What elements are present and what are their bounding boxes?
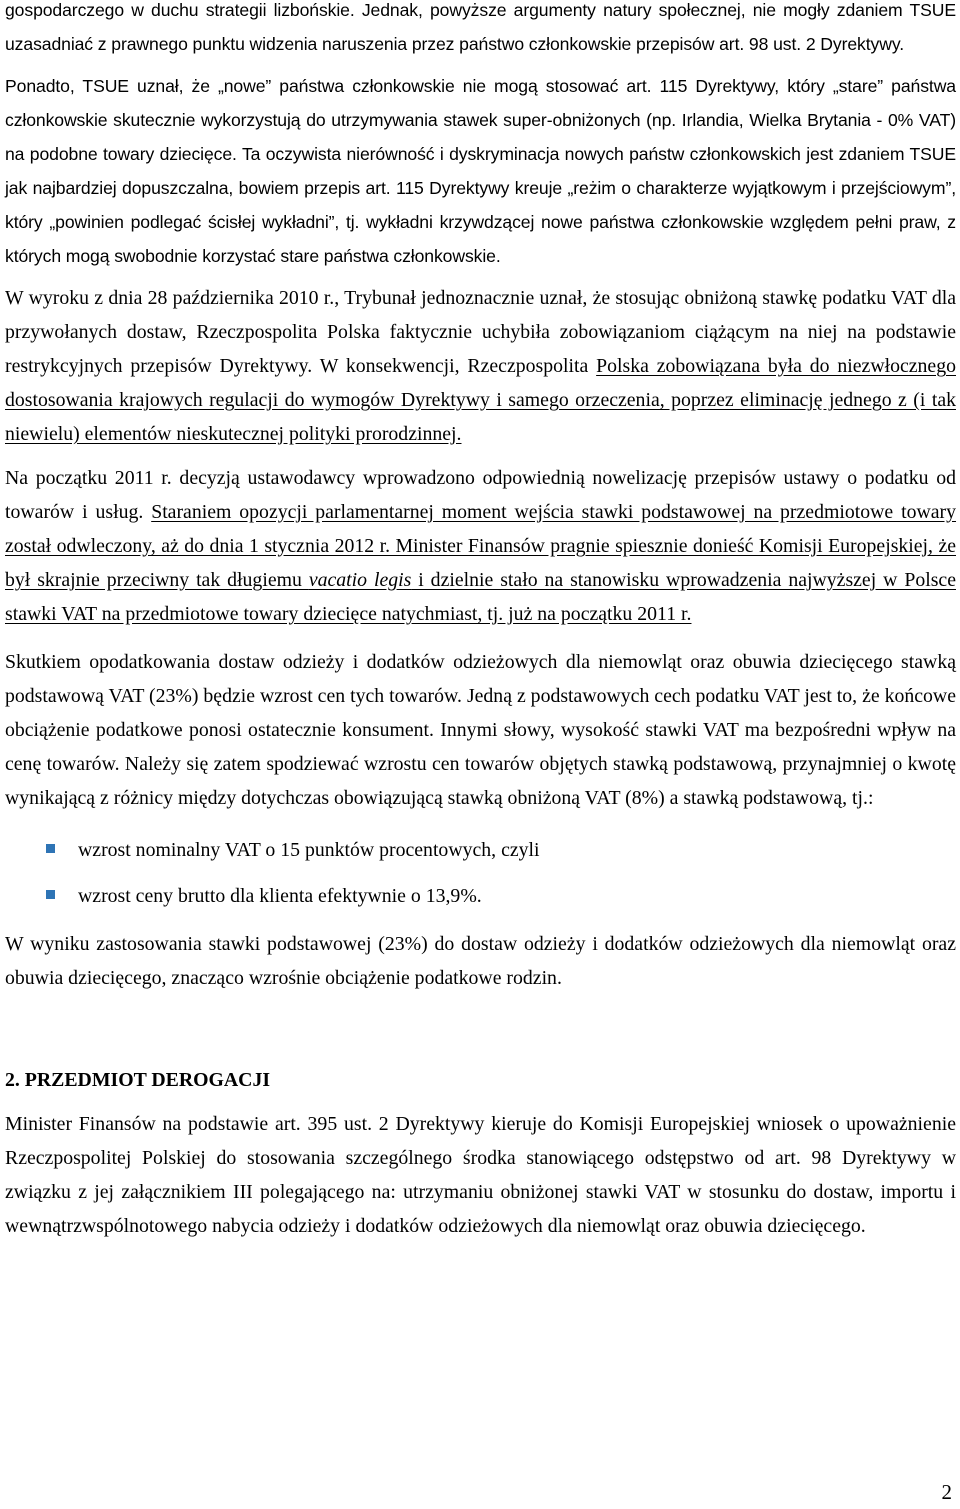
list-item-text: wzrost nominalny VAT o 15 punktów procentowych, czyli	[78, 839, 540, 861]
paragraph-7	[5, 1107, 956, 1243]
paragraph-5	[5, 645, 956, 815]
list-item	[5, 827, 956, 873]
paragraph-2a-text: Ponadto, TSUE uznał, że „nowe” państwa członkowskie nie mogą stosować art. 115 Dyrektywy, który „stare” państwa członkowskie skutecznie wykorzystują do utrzymywania stawek super-obniżonych (np. Irlandia, Wielka Brytania - 0% VAT) na podobne towary dziecięce.	[5, 76, 956, 164]
paragraph-2b-text: Ta oczywista nierówność i dyskryminacja nowych państw członkowskich jest zdaniem TSUE jak najbardziej dopuszczalna, bowiem przepis art. 115 Dyrektywy kreuje „reżim o charakterze wyjątkowym i przejściowym”, który „powinien podlegać ścisłej wykładni”, tj. wykładni krzywdzącej nowe państwa członkowskie względem pełni praw, z których mogą swobodnie korzystać stare państwa członkowskie.	[5, 144, 957, 266]
paragraph-4-text: Na początku 2011 r. decyzją ustawodawcy wprowadzono odpowiednią nowelizację przepisów ustawy o podatku od towarów i usług.	[5, 467, 956, 523]
paragraph-7-text: Minister Finansów na podstawie art. 395 ust. 2 Dyrektywy kieruje do Komisji Europejskiej wniosek o upoważnienie Rzeczpospolitej Polskiej do stosowania szczególnego środka stanowiącego odstępstwo od art. 98 Dyrektywy w związku z jej załącznikiem III polegającego na: utrzymaniu obniżonej stawki VAT w stosunku do dostaw, importu i wewnątrzwspólnotowego nabycia odzieży i dodatków odzieżowych dla niemowląt oraz obuwia dziecięcego.	[5, 1113, 956, 1237]
paragraph-4-underlined-text-1: Staraniem opozycji parlamentarnej moment wejścia stawki podstawowej na przedmiotowe towary został odwleczony, aż do dnia 1 stycznia 2012 r. Minister Finansów pragnie spiesznie donieść Komisji Europejskiej, że był skrajnie przeciwny tak długiemu	[5, 501, 957, 591]
paragraph-3-text: W wyroku z dnia 28 października 2010 r., Trybunał jednoznacznie uznał, że stosując obniżoną stawkę podatku VAT dla przywołanych dostaw, Rzeczpospolita Polska faktycznie uchybiła zobowiązaniom ciążącym na niej na podstawie restrykcyjnych przepisów Dyrektywy. W konsekwencji, Rzeczpospolita	[5, 287, 956, 377]
paragraph-3	[5, 281, 956, 451]
paragraph-1-text: gospodarczego w duchu strategii lizbońskie. Jednak, powyższe argumenty natury społecznej, nie mogły zdaniem TSUE uzasadniać z prawnego punktu widzenia naruszenia przez państwo członkowskie przepisów art. 98 ust. 2 Dyrektywy.	[5, 0, 956, 54]
square-bullet-icon	[46, 844, 55, 853]
bullet-list	[5, 827, 956, 919]
paragraph-1	[5, 0, 956, 61]
paragraph-5-text: Skutkiem opodatkowania dostaw odzieży i dodatków odzieżowych dla niemowląt oraz obuwia dziecięcego stawką podstawową VAT (23%) będzie wzrost cen tych towarów. Jedną z podstawowych cech podatku VAT jest to, że końcowe obciążenie podatkowe ponosi ostatecznie konsument. Innymi słowy, wysokość stawki VAT ma bezpośredni wpływ na cenę towarów. Należy się zatem spodziewać wzrostu cen towarów objętych stawką podstawową, przynajmniej o kwotę wynikającą z różnicy między dotychczas obowiązującą stawką obniżoną VAT (8%) a stawką podstawową, tj.:	[5, 651, 956, 809]
paragraph-4	[5, 461, 956, 631]
paragraph-4-italic-text: vacatio legis	[308, 569, 412, 591]
document-page	[5, 0, 956, 1243]
paragraph-2	[5, 69, 956, 273]
page-number: 2	[941, 1480, 952, 1504]
list-item-text: wzrost ceny brutto dla klienta efektywnie o 13,9%.	[78, 885, 482, 907]
paragraph-6-text: W wyniku zastosowania stawki podstawowej (23%) do dostaw odzieży i dodatków odzieżowych dla niemowląt oraz obuwia dziecięcego, znacząco wzrośnie obciążenie podatkowe rodzin.	[5, 933, 956, 989]
section-heading: 2. PRZEDMIOT DEROGACJI	[5, 1069, 271, 1091]
paragraph-6	[5, 927, 956, 995]
paragraph-4-underlined-text-2: i dzielnie stało na stanowisku wprowadzenia najwyższej w Polsce stawki VAT na przedmiotowe towary dziecięce natychmiast, tj. już na początku 2011 r.	[5, 569, 956, 625]
list-item	[5, 873, 956, 919]
paragraph-3-underlined-text: Polska zobowiązana była do niezwłocznego dostosowania krajowych regulacji do wymogów Dyrektywy i samego orzeczenia, poprzez eliminację jednego z (i tak niewielu) elementów nieskutecznej polityki prorodzinnej.	[5, 355, 956, 445]
square-bullet-icon	[46, 890, 55, 899]
